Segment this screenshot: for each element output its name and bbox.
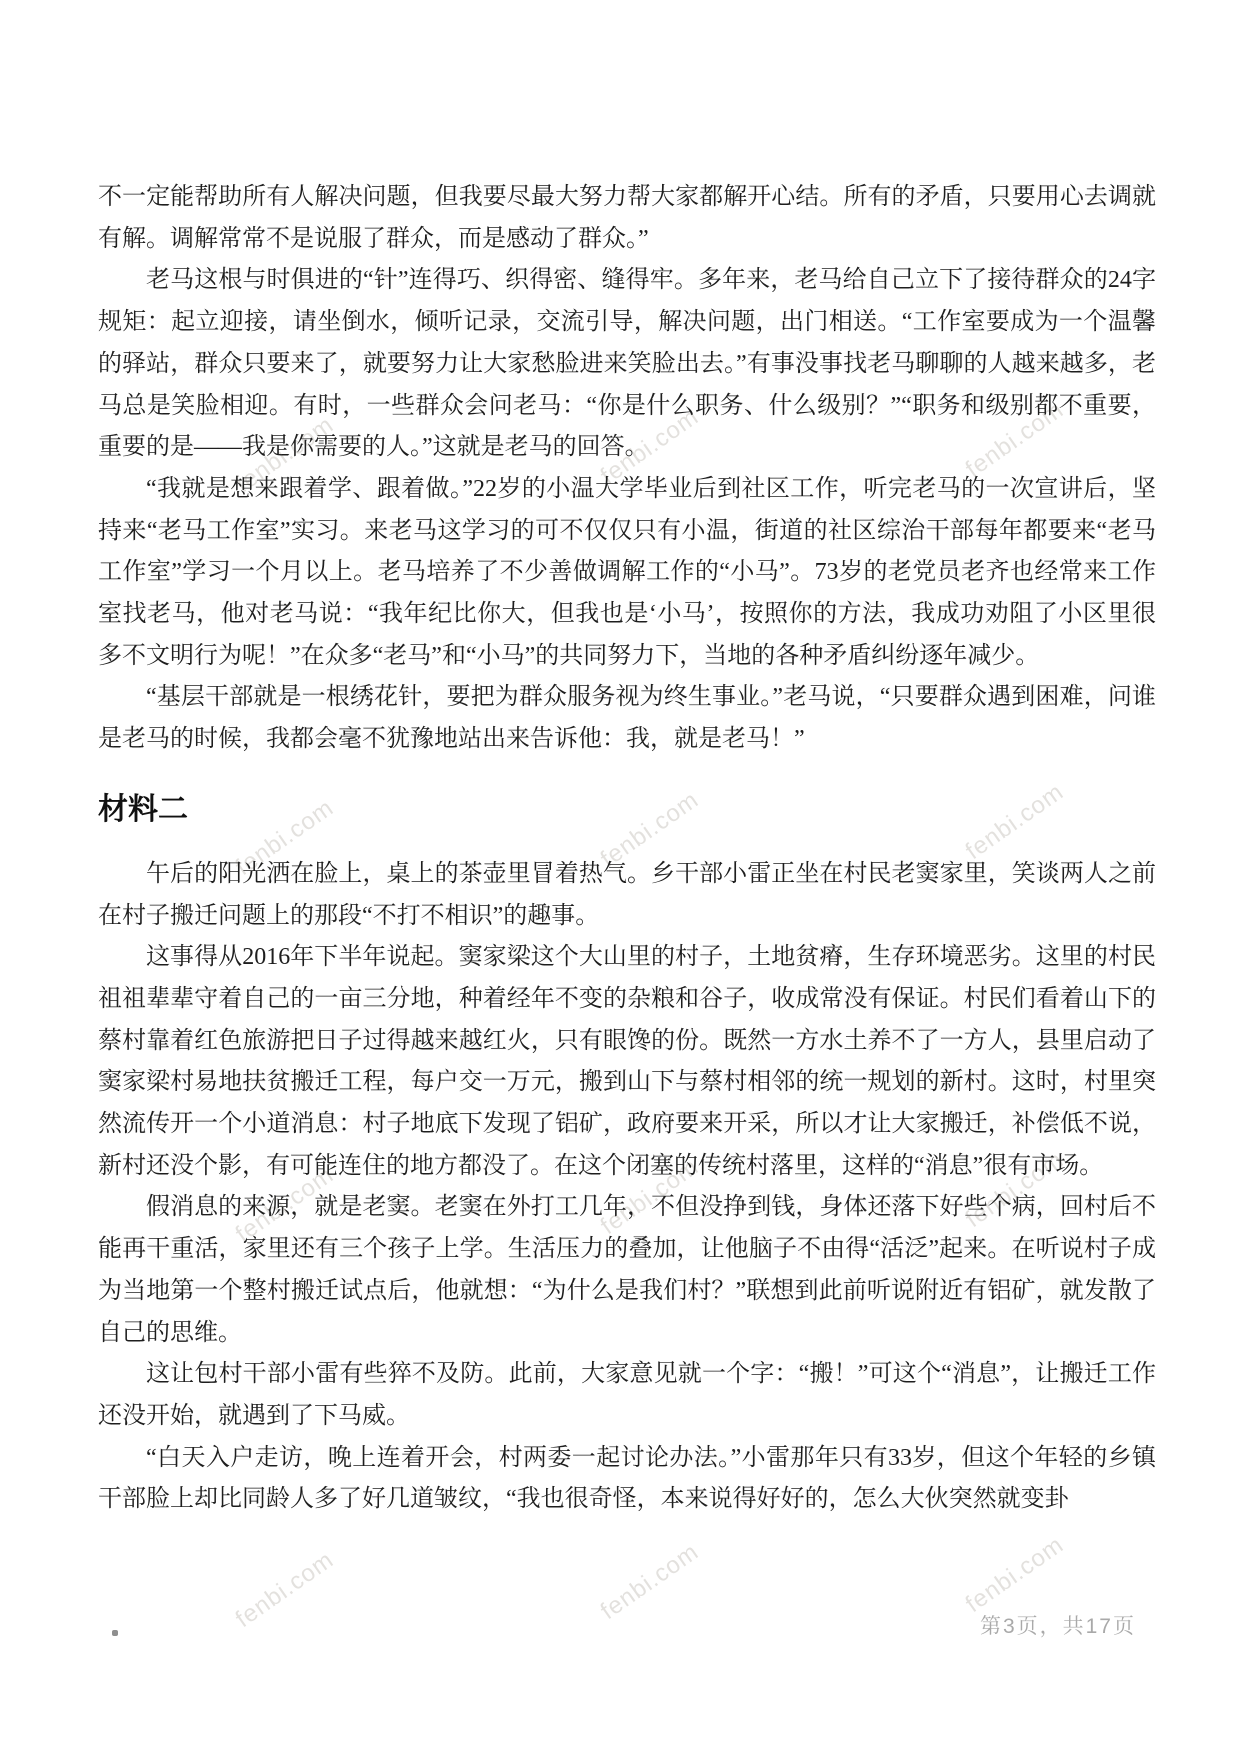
paragraph-continuation: 不一定能帮助所有人解决问题，但我要尽最大努力帮大家都解开心结。所有的矛盾，只要用心去调就有解。调解常常不是说服了群众，而是感动了群众。” [98,184,1156,252]
watermark-text: fenbi.com [595,1538,704,1626]
watermark-text: fenbi.com [960,396,1069,484]
watermark-text: fenbi.com [595,403,704,491]
body-paragraph: “基层干部就是一根绣花针，要把为群众服务视为终生事业。”老马说，“只要群众遇到困难，问谁是老马的时候，我都会毫不犹豫地站出来告诉他：我，就是老马！” [98,684,1156,753]
document-content [98,177,1156,1521]
watermark-text: fenbi.com [960,1146,1069,1234]
watermark-text: fenbi.com [230,1546,339,1634]
body-paragraph: “我就是想来跟着学、跟着做。”22岁的小温大学毕业后到社区工作，听完老马的一次宣讲后，坚持来“老马工作室”实习。来老马这学习的可不仅仅只有小温，街道的社区综治干部每年都要来“老马工作室”学习一个月以上。老马培养了不少善做调解工作的“小马”。73岁的老党员老齐也经常来工作室找老马，他对老马说：“我年纪比你大，但我也是‘小马’，按照你的方法，我成功劝阻了小区里很多不文明行为呢！”在众多“老马”和“小马”的共同努力下，当地的各种矛盾纠纷逐年减少。 [98,475,1156,669]
watermark-text: fenbi.com [595,1153,704,1241]
body-paragraph: 这让包村干部小雷有些猝不及防。此前，大家意见就一个字：“搬！”可这个“消息”，让搬迁工作还没开始，就遇到了下马威。 [98,1361,1156,1429]
body-paragraph: 老马这根与时俱进的“针”连得巧、织得密、缝得牢。多年来，老马给自己立下了接待群众的24字规矩：起立迎接，请坐倒水，倾听记录，交流引导，解决问题，出门相送。“工作室要成为一个温馨的驿站，群众只要来了，就要努力让大家愁脸进来笑脸出去。”有事没事找老马聊聊的人越来越多，老马总是笑脸相迎。有时，一些群众会问老马：“你是什么职务、什么级别？”“职务和级别都不重要，重要的是——我是你需要的人。”这就是老马的回答。 [98,267,1156,461]
body-paragraph: 假消息的来源，就是老窦。老窦在外打工几年，不但没挣到钱，身体还落下好些个病，回村后不能再干重活，家里还有三个孩子上学。生活压力的叠加，让他脑子不由得“活泛”起来。在听说村子成为当地第一个整村搬迁试点后，他就想：“为什么是我们村？”联想到此前听说附近有铝矿，就发散了自己的思维。 [98,1194,1156,1346]
watermark-text: fenbi.com [960,778,1069,866]
watermark-text: fenbi.com [230,794,339,882]
material2-heading: 材料二 [98,792,188,826]
body-paragraph: “白天入户走访，晚上连着开会，村两委一起讨论办法。”小雷那年只有33岁，但这个年轻的乡镇干部脸上却比同龄人多了好几道皱纹，“我也很奇怪，本来说得好好的，怎么大伙突然就变卦 [98,1444,1156,1513]
watermark-text: fenbi.com [230,411,339,499]
watermark-text: fenbi.com [595,786,704,874]
page-number: 第3页，共17页 [979,1615,1136,1638]
body-paragraph: 午后的阳光洒在脸上，桌上的茶壶里冒着热气。乡干部小雷正坐在村民老窦家里，笑谈两人之前在村子搬迁问题上的那段“不打不相识”的趣事。 [98,860,1156,929]
watermark-text: fenbi.com [230,1161,339,1249]
footer-dot [112,1630,118,1636]
watermark-text: fenbi.com [960,1531,1069,1619]
body-paragraph: 这事得从2016年下半年说起。窦家梁这个大山里的村子，土地贫瘠，生存环境恶劣。这里的村民祖祖辈辈守着自己的一亩三分地，种着经年不变的杂粮和谷子，收成常没有保证。村民们看着山下的蔡村靠着红色旅游把日子过得越来越红火，只有眼馋的份。既然一方水土养不了一方人，县里启动了窦家梁村易地扶贫搬迁工程，每户交一万元，搬到山下与蔡村相邻的统一规划的新村。这时，村里突然流传开一个小道消息：村子地底下发现了铝矿，政府要来开采，所以才让大家搬迁，补偿低不说，新村还没个影，有可能连住的地方都没了。在这个闭塞的传统村落里，这样的“消息”很有市场。 [98,944,1156,1179]
